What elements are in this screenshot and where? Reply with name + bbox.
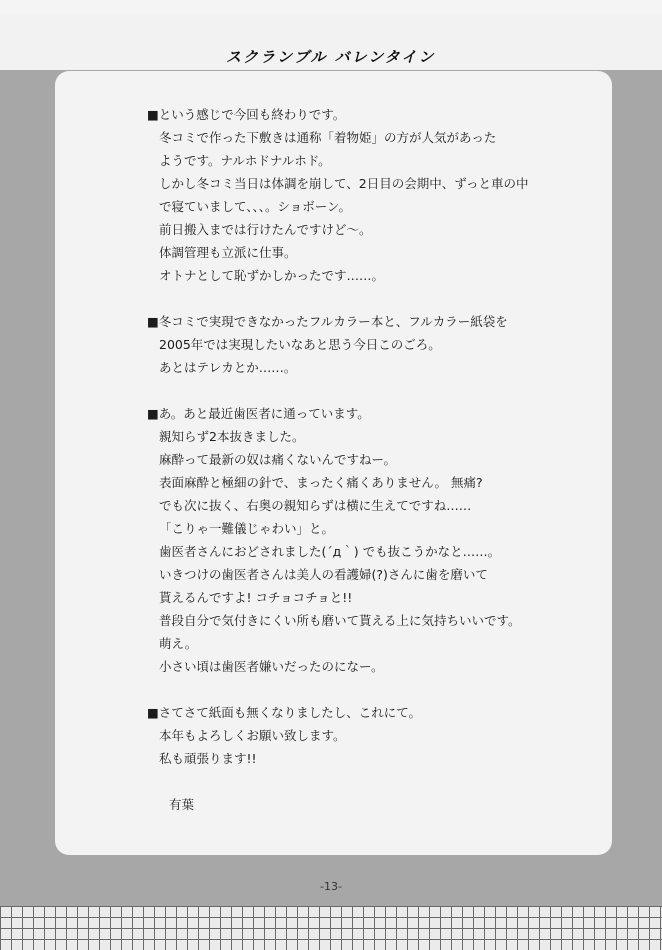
text-line: 2005年では実現したいなあと思う今日このごろ。 bbox=[159, 337, 441, 352]
text-line: で寝ていまして、、、。ショボーン。 bbox=[159, 199, 352, 214]
text-line: オトナとして恥ずかしかったです……。 bbox=[159, 268, 385, 283]
page-number: -13- bbox=[320, 880, 342, 893]
text-line: 普段自分で気付きにくい所も磨いて貰える上に気持ちいいです。 bbox=[159, 613, 521, 628]
text-line: 本年もよろしくお願い致します。 bbox=[159, 728, 346, 743]
running-title: スクランブル バレンタイン bbox=[226, 48, 436, 66]
text-line: ■という感じで今回も終わりです。 bbox=[147, 107, 346, 122]
text-line: 表面麻酔と極細の針で、まったく痛くありません。 無痛? bbox=[159, 475, 483, 490]
text-line: 麻酔って最新の奴は痛くないんですねー。 bbox=[159, 452, 397, 467]
text-line: 「こりゃ一難儀じゃわい」と。 bbox=[159, 521, 335, 536]
paragraph-fullcolor bbox=[147, 310, 597, 379]
text-line: でも次に抜く、右奥の親知らずは横に生えてですね…… bbox=[159, 498, 472, 513]
text-line: ようです。ナルホドナルホド。 bbox=[159, 153, 331, 168]
checker-pattern-strip bbox=[0, 906, 662, 950]
text-line: 萌え。 bbox=[159, 636, 198, 651]
text-line: いきつけの歯医者さんは美人の看護婦(?)さんに歯を磨いて bbox=[159, 567, 488, 582]
paragraph-closing bbox=[147, 701, 597, 770]
text-line: 私も頑張ります!! bbox=[159, 751, 257, 766]
text-line: 親知らず2本抜きました。 bbox=[159, 429, 305, 444]
paragraph-ending bbox=[147, 103, 597, 287]
afterword-text bbox=[147, 103, 597, 816]
text-line: 貰えるんですよ! コチョコチョと!! bbox=[159, 590, 353, 605]
paragraph-dentist bbox=[147, 402, 597, 678]
text-line: ■さてさて紙面も無くなりましたし、これにて。 bbox=[147, 705, 422, 720]
text-line: ■冬コミで実現できなかったフルカラー本と、フルカラー紙袋を bbox=[147, 314, 508, 329]
author-signature: 有葉 bbox=[169, 797, 195, 812]
text-line: 前日搬入までは行けたんですけど～。 bbox=[159, 222, 372, 237]
text-line: 冬コミで作った下敷きは通称「着物姫」の方が人気があった bbox=[159, 130, 497, 145]
text-line: 歯医者さんにおどされました(´д｀) でも抜こうかなと……。 bbox=[159, 544, 501, 559]
text-line: 体調管理も立派に仕事。 bbox=[159, 245, 297, 260]
text-line: しかし冬コミ当日は体調を崩して、2日目の会期中、ずっと車の中 bbox=[159, 176, 529, 191]
text-line: ■あ。あと最近歯医者に通っています。 bbox=[147, 406, 370, 421]
text-line: 小さい頃は歯医者嫌いだったのになー。 bbox=[159, 659, 384, 674]
text-line: あとはテレカとか……。 bbox=[159, 360, 297, 375]
top-margin-strip bbox=[0, 0, 662, 14]
